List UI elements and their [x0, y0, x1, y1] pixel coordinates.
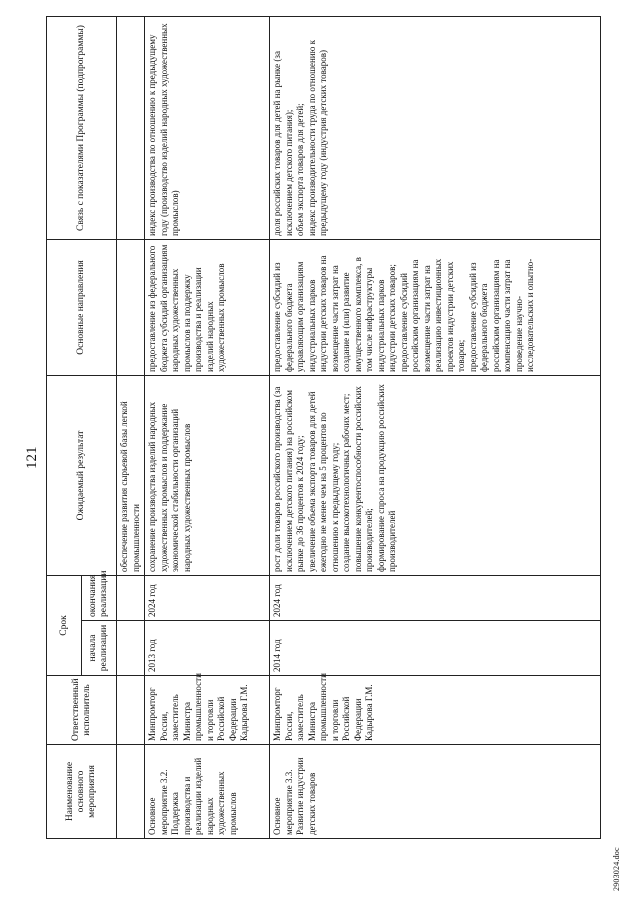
- row-name: Основное мероприятие 3.3. Развитие индустрии детских товаров: [270, 745, 601, 839]
- row-result: рост доли товаров российского производства (за исключением детского питания) на российском рынке до 36 процентов к 2024 году; увеличение объема экспорта товаров для детей ежегодно не менее чем на 5 процентов по отношению к предыдущему году; создание высокотехнологичных рабочих мест; повышение конкурентоспособности российских производителей; формирование спроса на продукцию российских производителей: [270, 375, 601, 575]
- table-row: [145, 16, 270, 838]
- row-start: 2014 год: [270, 621, 601, 676]
- row-responsible: Минпромторг России, заместитель Министра промышленности и торговли Российской Федерации Кадырова Г.М.: [270, 676, 601, 745]
- row-responsible: Минпромторг России, заместитель Министра промышленности и торговли Российской Федерации Кадырова Г.М.: [145, 676, 270, 745]
- measures-table: [46, 16, 601, 839]
- header-term: Срок: [47, 575, 82, 675]
- page-number: 121: [24, 446, 40, 469]
- row-end: 2024 год: [270, 575, 601, 620]
- header-name: Наименование основного мероприятия: [47, 745, 117, 839]
- header-result: Ожидаемый результат: [47, 375, 117, 575]
- header-end: окончания реализации: [82, 575, 117, 620]
- continuation-row: [117, 16, 145, 838]
- row-link: индекс производства по отношению к предыдущему году (производство изделий народных художественных промыслов): [145, 16, 270, 239]
- table-row: [270, 16, 601, 838]
- row-link: доля российских товаров для детей на рынке (за исключением детского питания); объем экспорта товаров для детей; индекс производительности труда по отношению к предыдущему году (индустрия детских товаров): [270, 16, 601, 239]
- header-link: Связь с показателями Программы (подпрограммы): [47, 16, 117, 239]
- row-name: Основное мероприятие 3.2. Поддержка производства и реализации изделий народных художественных промыслов: [145, 745, 270, 839]
- row-end: 2024 год: [145, 575, 270, 620]
- footer-filename: 2903024.doc: [612, 847, 621, 891]
- row-result: сохранение производства изделий народных художественных промыслов и поддержание экономической стабильности организаций народных художественных промыслов: [145, 375, 270, 575]
- row-start: 2013 год: [145, 621, 270, 676]
- continuation-text: обеспечение развития сырьевой базы легкой промышленности: [117, 375, 145, 575]
- row-directions: предоставление субсидий из федерального бюджета управляющим организациям индустриальных парков индустрии детских товаров на возмещение части затрат на создание и (или) развитие имущественного комплекса, в том числе инфраструктуры индустриальных парков индустрии детских товаров; предоставление субсидий российским организациям на возмещение части затрат на реализацию инвестиционных проектов индустрии детских товаров; предоставление субсидий из федерального бюджета российским организациям на компенсацию части затрат на проведение научно-исследовательских и опытно-: [270, 239, 601, 375]
- header-directions: Основные направления: [47, 239, 117, 375]
- header-start: начала реализации: [82, 621, 117, 676]
- header-responsible: Ответственный исполнитель: [47, 676, 117, 745]
- row-directions: предоставление из федерального бюджета субсидий организациям народных художественных промыслов на поддержку производства и реализации изделий народных художественных промыслов: [145, 239, 270, 375]
